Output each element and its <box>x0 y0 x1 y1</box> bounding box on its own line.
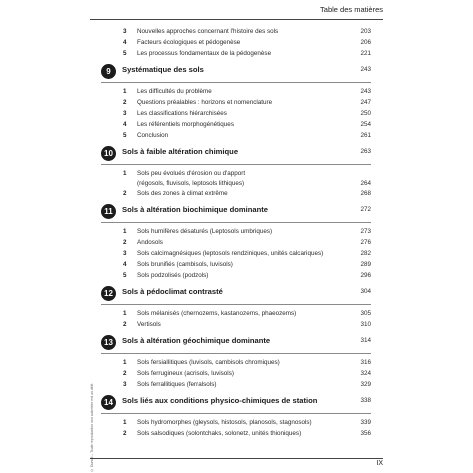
section-page-number: 329 <box>360 381 371 388</box>
toc-section-row <box>101 97 371 108</box>
section-title: Sols peu évolués d'érosion ou d'apport <box>137 170 246 177</box>
toc-section-row <box>101 86 371 97</box>
section-page-number: 296 <box>360 272 371 279</box>
section-page-number: 273 <box>360 228 371 235</box>
toc-section-row <box>101 188 371 199</box>
chapter-page-number: 304 <box>360 288 371 295</box>
chapter-title: Sols à faible altération chimique <box>122 147 239 156</box>
section-number: 2 <box>123 430 127 437</box>
toc-section-row <box>101 248 371 259</box>
section-title: Sols des zones à climat extrême <box>137 190 228 197</box>
table-of-contents <box>101 26 371 439</box>
section-page-number: 247 <box>360 99 371 106</box>
section-title: Andosols <box>137 239 163 246</box>
footer-rule <box>90 458 383 459</box>
chapter-page-number: 243 <box>360 66 371 73</box>
section-page-number: 289 <box>360 261 371 268</box>
toc-chapter-heading <box>101 64 371 83</box>
toc-section-row <box>101 130 371 141</box>
section-number: 3 <box>123 250 127 257</box>
chapter-number-badge: 10 <box>101 146 116 161</box>
toc-section-row <box>101 319 371 330</box>
chapter-title: Sols à altération géochimique dominante <box>122 336 271 345</box>
section-title: Sols salsodiques (solontchaks, solonetz, unités thioniques) <box>137 430 302 437</box>
section-page-number: 324 <box>360 370 371 377</box>
section-page-number: 243 <box>360 88 371 95</box>
chapter-title: Sols liés aux conditions physico-chimiques de station <box>122 396 318 405</box>
section-title: Sols fersiallitiques (luvisols, cambisols chromiques) <box>137 359 280 366</box>
section-number: 1 <box>123 170 127 177</box>
running-header <box>90 5 383 20</box>
section-number: 1 <box>123 419 127 426</box>
chapter-number-badge: 9 <box>101 64 116 79</box>
section-title: Sols mélanisés (chernozems, kastanozems, phaeozems) <box>137 310 297 317</box>
section-page-number: 339 <box>360 419 371 426</box>
chapter-page-number: 338 <box>360 397 371 404</box>
section-page-number: 310 <box>360 321 371 328</box>
toc-section-row <box>101 237 371 248</box>
toc-chapter-heading <box>101 335 371 354</box>
section-title: Sols calcimagnésiques (leptosols rendziniques, unités calcariques) <box>137 250 324 257</box>
toc-section-row <box>101 379 371 390</box>
chapter-number-badge: 14 <box>101 395 116 410</box>
section-title: Sols humifères désaturés (Leptosols umbriques) <box>137 228 273 235</box>
section-title: Facteurs écologiques et pédogenèse <box>137 39 241 46</box>
section-number: 2 <box>123 370 127 377</box>
section-title: Sols ferrallitiques (ferralsols) <box>137 381 217 388</box>
section-number: 2 <box>123 99 127 106</box>
toc-section-row <box>101 48 371 59</box>
toc-section-row <box>101 108 371 119</box>
section-title: Sols brunifiés (cambisols, luvisols) <box>137 261 233 268</box>
section-page-number: 282 <box>360 250 371 257</box>
section-title: Les difficultés du problème <box>137 88 212 95</box>
toc-chapter-heading <box>101 204 371 223</box>
section-page-number: 264 <box>360 180 371 187</box>
chapter-title: Sols à altération biochimique dominante <box>122 205 268 214</box>
section-number: 2 <box>123 190 127 197</box>
section-page-number: 276 <box>360 239 371 246</box>
toc-chapter-heading <box>101 395 371 414</box>
section-number: 1 <box>123 359 127 366</box>
section-title: Sols hydromorphes (gleysols, histosols, planosols, stagnosols) <box>137 419 312 426</box>
section-page-number: 254 <box>360 121 371 128</box>
section-number: 2 <box>123 321 127 328</box>
section-number: 4 <box>123 261 127 268</box>
section-page-number: 316 <box>360 359 371 366</box>
section-page-number: 221 <box>360 50 371 57</box>
toc-section-row <box>101 26 371 37</box>
section-title: Vertisols <box>137 321 161 328</box>
chapter-number-badge: 13 <box>101 335 116 350</box>
section-number: 4 <box>123 121 127 128</box>
toc-section-row <box>101 259 371 270</box>
toc-section-row <box>101 119 371 130</box>
running-header-title: Table des matières <box>320 5 383 14</box>
section-page-number: 206 <box>360 39 371 46</box>
section-title: Les référentiels morphogénétiques <box>137 121 234 128</box>
chapter-page-number: 272 <box>360 206 371 213</box>
chapter-title: Sols à pédoclimat contrasté <box>122 287 223 296</box>
section-page-number: 250 <box>360 110 371 117</box>
section-number: 3 <box>123 381 127 388</box>
section-title: Nouvelles approches concernant l'histoire des sols <box>137 28 279 35</box>
section-number: 5 <box>123 132 127 139</box>
section-title: Questions préalables : horizons et nomenclature <box>137 99 273 106</box>
section-title: Les processus fondamentaux de la pédogenèse <box>137 50 272 57</box>
chapter-number-badge: 12 <box>101 286 116 301</box>
section-page-number: 203 <box>360 28 371 35</box>
section-page-number: 261 <box>360 132 371 139</box>
section-title: Sols ferrugineux (acrisols, luvisols) <box>137 370 234 377</box>
copyright-note: © Dunod – Toute reproduction non autorisée est un délit. <box>90 382 94 472</box>
section-number: 1 <box>123 88 127 95</box>
section-number: 2 <box>123 239 127 246</box>
toc-chapter-heading <box>101 286 371 305</box>
toc-section-row <box>101 368 371 379</box>
section-number: 3 <box>123 110 127 117</box>
section-number: 5 <box>123 272 127 279</box>
toc-section-row <box>101 270 371 281</box>
chapter-page-number: 263 <box>360 148 371 155</box>
toc-section-row <box>101 308 371 319</box>
chapter-page-number: 314 <box>360 337 371 344</box>
section-title: Les classifications hiérarchisées <box>137 110 227 117</box>
toc-section-row <box>101 37 371 48</box>
section-number: 1 <box>123 310 127 317</box>
toc-chapter-heading <box>101 146 371 165</box>
section-number: 4 <box>123 39 127 46</box>
section-page-number: 305 <box>360 310 371 317</box>
section-number: 1 <box>123 228 127 235</box>
page-number: IX <box>376 460 383 467</box>
toc-section-row <box>101 226 371 237</box>
section-number: 3 <box>123 28 127 35</box>
toc-section-row <box>101 168 371 179</box>
toc-section-row <box>101 179 371 188</box>
toc-section-row <box>101 357 371 368</box>
toc-section-row <box>101 417 371 428</box>
chapter-number-badge: 11 <box>101 204 116 219</box>
toc-section-row <box>101 428 371 439</box>
section-number: 5 <box>123 50 127 57</box>
section-page-number: 268 <box>360 190 371 197</box>
chapter-title: Systématique des sols <box>122 65 204 74</box>
section-page-number: 356 <box>360 430 371 437</box>
section-title: Sols podzolisés (podzols) <box>137 272 209 279</box>
section-title: (régosols, fluvisols, leptosols lithiques) <box>137 180 245 187</box>
section-title: Conclusion <box>137 132 169 139</box>
